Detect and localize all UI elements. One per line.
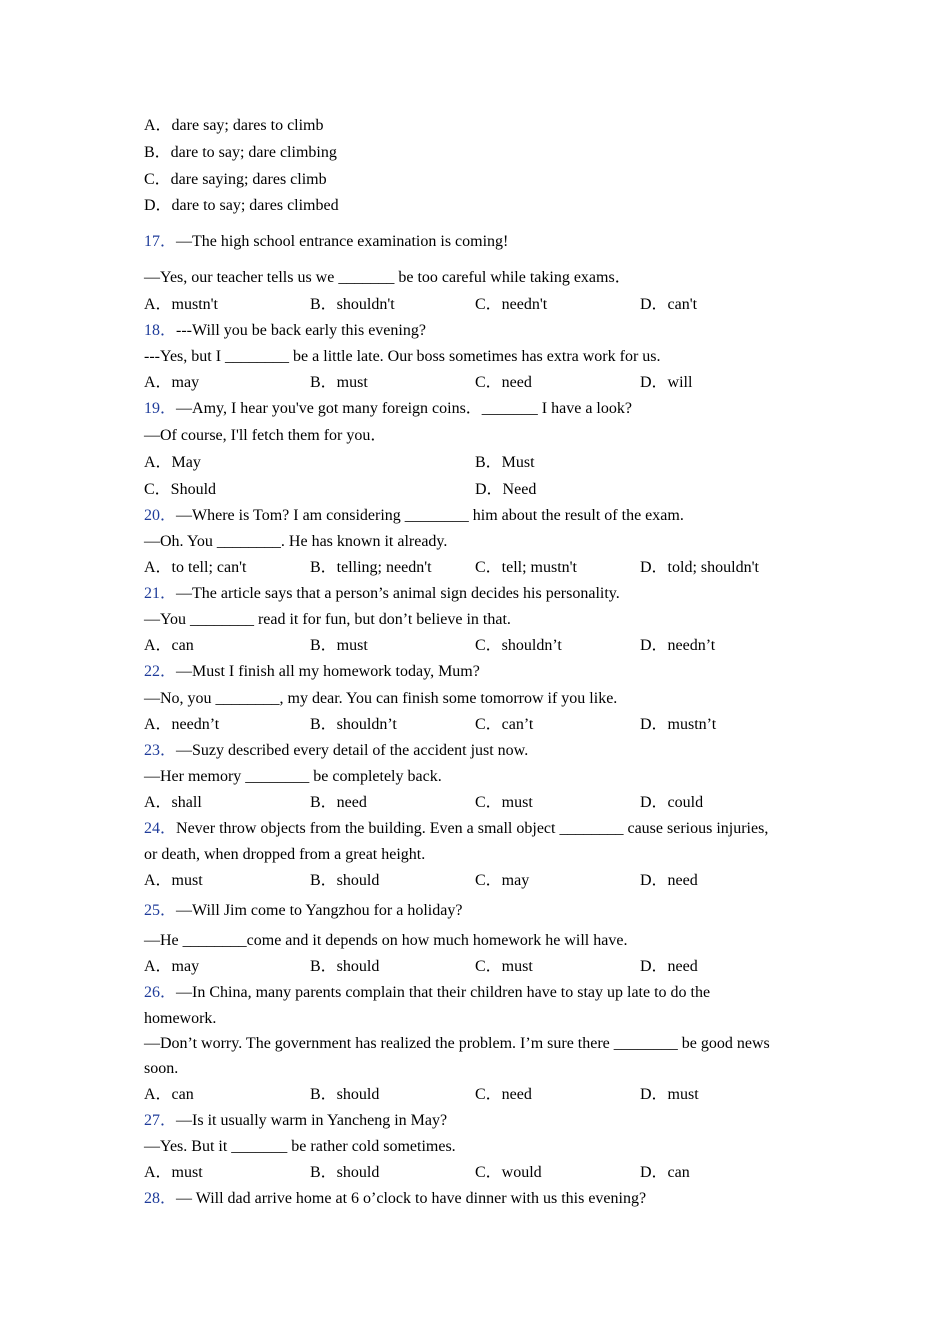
q19-option-c: C．Should: [144, 481, 217, 498]
q18-stem: 18．---Will you be back early this evening?: [144, 322, 426, 339]
q28-number: 28．: [144, 1190, 177, 1207]
q22-option-a: A．needn’t: [144, 716, 220, 733]
q27-option-c: C．would: [475, 1164, 542, 1181]
q18-line2: ---Yes, but I ________ be a little late. Our boss sometimes has extra work for us.: [144, 348, 661, 365]
q23-option-c: C．must: [475, 794, 533, 811]
q19-stem: 19．—Amy, I hear you've got many foreign coins．_______ I have a look?: [144, 400, 632, 417]
q16-option-b: B．dare to say; dare climbing: [144, 144, 337, 161]
q20-option-d: D．told; shouldn't: [640, 559, 759, 576]
q20-number: 20．: [144, 507, 177, 524]
q27-number: 27．: [144, 1112, 177, 1129]
q25-option-c: C．must: [475, 958, 533, 975]
q20-option-c: C．tell; mustn't: [475, 559, 578, 576]
q23-stem: 23．—Suzy described every detail of the accident just now.: [144, 742, 529, 759]
q17-option-a: A．mustn't: [144, 296, 219, 313]
q17-line2: —Yes, our teacher tells us we _______ be too careful while taking exams．: [144, 269, 631, 286]
q26-option-c: C．need: [475, 1086, 532, 1103]
q25-option-d: D．need: [640, 958, 698, 975]
q26-option-d: D．must: [640, 1086, 699, 1103]
q17-number: 17．: [144, 233, 177, 250]
q26-option-b: B．should: [310, 1086, 380, 1103]
q17-option-c: C．needn't: [475, 296, 548, 313]
q21-option-c: C．shouldn’t: [475, 637, 562, 654]
q21-number: 21．: [144, 585, 177, 602]
q26-line2: homework.: [144, 1010, 217, 1027]
q19-option-d: D．Need: [475, 481, 537, 498]
q23-option-b: B．need: [310, 794, 367, 811]
q23-option-d: D．could: [640, 794, 704, 811]
q18-number: 18．: [144, 322, 177, 339]
q23-option-a: A．shall: [144, 794, 202, 811]
q24-stem: 24．Never throw objects from the building. Even a small object ________ cause serious injuries,: [144, 820, 769, 837]
q23-line2: —Her memory ________ be completely back.: [144, 768, 442, 785]
q20-option-b: B．telling; needn't: [310, 559, 432, 576]
q24-option-a: A．must: [144, 872, 203, 889]
q27-option-a: A．must: [144, 1164, 203, 1181]
q25-option-b: B．should: [310, 958, 380, 975]
q19-option-b: B．Must: [475, 454, 535, 471]
q16-option-c: C．dare saying; dares climb: [144, 171, 327, 188]
q22-option-c: C．can’t: [475, 716, 534, 733]
q16-option-a: A．dare say; dares to climb: [144, 117, 324, 134]
q18-option-d: D．will: [640, 374, 693, 391]
q25-stem: 25．—Will Jim come to Yangzhou for a holiday?: [144, 902, 463, 919]
q20-stem: 20．—Where is Tom? I am considering ________ him about the result of the exam.: [144, 507, 684, 524]
q26-stem: 26．—In China, many parents complain that their children have to stay up late to do the: [144, 984, 711, 1001]
q19-line2: —Of course, I'll fetch them for you．: [144, 427, 387, 444]
q24-number: 24．: [144, 820, 177, 837]
q18-option-a: A．may: [144, 374, 200, 391]
q21-option-a: A．can: [144, 637, 194, 654]
q18-option-c: C．need: [475, 374, 532, 391]
q26-number: 26．: [144, 984, 177, 1001]
q21-line2: —You ________ read it for fun, but don’t believe in that.: [144, 611, 511, 628]
q26-line3: —Don’t worry. The government has realized the problem. I’m sure there ________ be good news: [144, 1035, 770, 1052]
q17-option-b: B．shouldn't: [310, 296, 395, 313]
q22-line2: —No, you ________, my dear. You can finish some tomorrow if you like.: [144, 690, 618, 707]
q27-option-d: D．can: [640, 1164, 690, 1181]
q19-number: 19．: [144, 400, 177, 417]
q17-stem: 17．—The high school entrance examination is coming!: [144, 233, 509, 250]
q24-option-b: B．should: [310, 872, 380, 889]
q27-option-b: B．should: [310, 1164, 380, 1181]
q23-number: 23．: [144, 742, 177, 759]
q25-line2: —He ________come and it depends on how much homework he will have.: [144, 932, 628, 949]
q24-option-c: C．may: [475, 872, 530, 889]
q21-option-b: B．must: [310, 637, 368, 654]
q21-stem: 21．—The article says that a person’s animal sign decides his personality.: [144, 585, 620, 602]
q21-option-d: D．needn’t: [640, 637, 716, 654]
q17-option-d: D．can't: [640, 296, 698, 313]
q25-number: 25．: [144, 902, 177, 919]
q22-number: 22．: [144, 663, 177, 680]
q20-option-a: A．to tell; can't: [144, 559, 247, 576]
q27-line2: —Yes. But it _______ be rather cold sometimes.: [144, 1138, 456, 1155]
q26-option-a: A．can: [144, 1086, 194, 1103]
q27-stem: 27．—Is it usually warm in Yancheng in May?: [144, 1112, 448, 1129]
q24-line2: or death, when dropped from a great height.: [144, 846, 426, 863]
q22-option-d: D．mustn’t: [640, 716, 717, 733]
q26-line4: soon.: [144, 1060, 179, 1077]
q18-option-b: B．must: [310, 374, 368, 391]
q22-stem: 22．—Must I finish all my homework today, Mum?: [144, 663, 480, 680]
q19-option-a: A．May: [144, 454, 201, 471]
q28-stem: 28．— Will dad arrive home at 6 o’clock to have dinner with us this evening?: [144, 1190, 647, 1207]
q20-line2: —Oh. You ________. He has known it already.: [144, 533, 448, 550]
q22-option-b: B．shouldn’t: [310, 716, 397, 733]
q25-option-a: A．may: [144, 958, 200, 975]
q24-option-d: D．need: [640, 872, 698, 889]
q16-option-d: D．dare to say; dares climbed: [144, 197, 339, 214]
